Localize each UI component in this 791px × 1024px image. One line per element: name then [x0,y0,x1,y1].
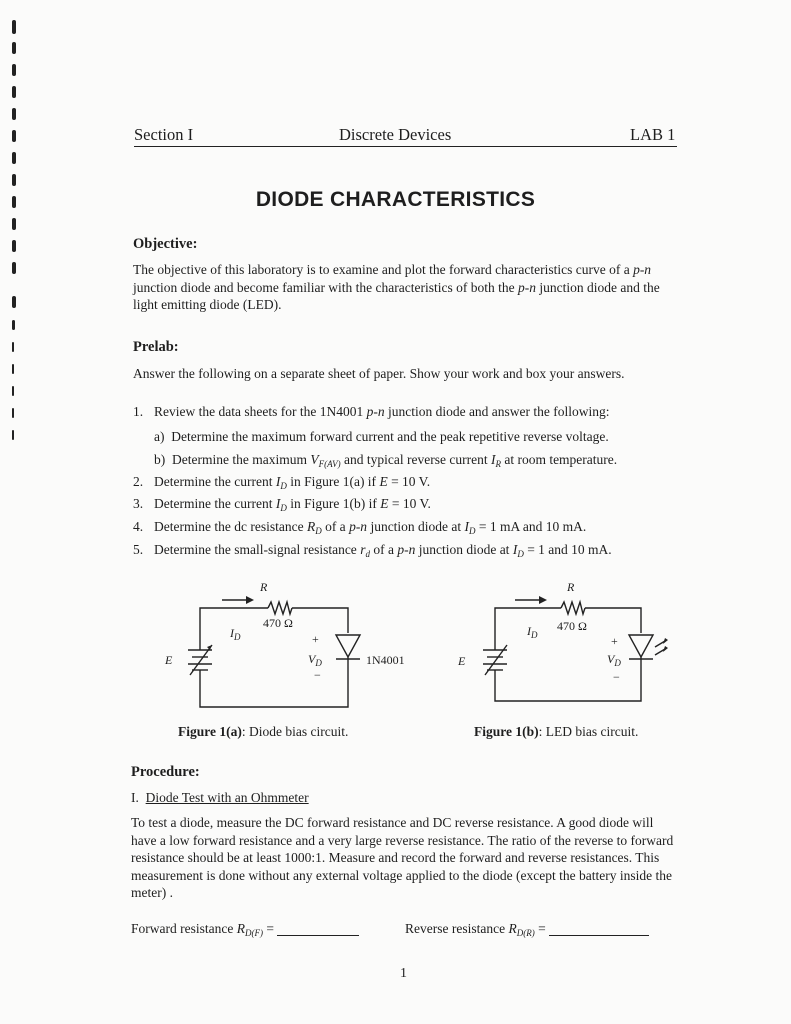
fig-b-minus: − [613,670,620,684]
fig-a-current-label: $I_D$ [230,626,241,642]
fig-b-source-label: E [458,654,466,668]
page-title: DIODE CHARACTERISTICS [255,188,536,211]
binder-mark [12,320,15,330]
fig-a-resistance-value: 470 Ω [263,616,293,630]
procedure-heading: Procedure: [131,764,200,780]
wire-top-right [292,608,348,633]
fig-b-current-label: $I_D$ [527,624,538,640]
header-section: Section I [134,125,194,144]
binder-mark [12,408,14,418]
binder-mark [12,240,16,252]
wire-bottom [200,667,348,707]
binder-mark [12,108,16,120]
led-symbol [629,635,653,657]
objective-text: The objective of this laboratory is to examine and plot the forward characteristics curve of a p-n junction diode and become familiar with the characteristics of both the p-n junction diode and the light emitting diode (LED). [133,262,660,312]
fig-b-voltage-label: $V_D$ [607,652,621,668]
current-arrowhead [246,596,254,604]
figure-1a-caption: Figure 1(a): Diode bias circuit. [178,724,349,739]
resistor-symbol [561,602,585,614]
page-number: 1 [400,966,407,981]
fig-a-voltage-label: $V_D$ [308,652,322,668]
list-item: Determine the current $I_D$ in Figure 1(a) if E = 10 V. [154,474,431,491]
sub-item: a) Determine the maximum forward current and the peak repetitive reverse voltage. [154,429,609,444]
fig-a-source-label: E [165,653,173,667]
forward-resistance-line: Forward resistance $R_{D(F)}$ = [131,921,359,938]
led-light-arrow [655,641,665,647]
fig-a-part-number: 1N4001 [366,653,405,667]
list-item: Review the data sheets for the 1N4001 p-n junction diode and answer the following: [154,404,610,419]
binder-mark [12,20,16,34]
header-subject: Discrete Devices [339,125,452,144]
list-number: 3. [133,496,144,511]
binder-mark [12,364,14,374]
fig-a-plus: + [312,632,319,646]
prelab-heading: Prelab: [133,339,179,355]
binder-mark [12,152,16,164]
header-lab: LAB 1 [630,125,676,144]
list-number: 1. [133,404,144,419]
binder-mark [12,64,16,76]
list-item: Determine the small-signal resistance $r_d$ of a p-n junction diode at $I_D = 1$ and 10 mA. [154,542,612,559]
binder-mark [12,86,16,98]
fig-b-resistor-label: R [567,580,575,594]
fig-a-minus: − [314,668,321,682]
list-number: 5. [133,542,144,557]
wire-top-right [585,608,641,633]
figure-1a-circuit [160,575,410,715]
binder-mark [12,430,14,440]
fig-b-plus: + [611,634,618,648]
list-item: Determine the dc resistance $R_D$ of a p-n junction diode at $I_D = 1$ mA and 10 mA. [154,519,587,536]
binder-mark [12,218,16,230]
list-number: 2. [133,474,144,489]
binder-mark [12,342,14,352]
binder-mark [12,262,16,274]
fig-a-resistor-label: R [260,580,268,594]
figure-1b-circuit [455,575,685,715]
objective-heading: Objective: [133,236,198,252]
procedure-section-title: I. Diode Test with an Ohmmeter [131,790,309,805]
prelab-intro: Answer the following on a separate sheet of paper. Show your work and box your answers. [133,366,625,381]
binder-mark [12,174,16,186]
binder-mark [12,42,16,54]
figure-1b-caption: Figure 1(b): LED bias circuit. [474,724,639,739]
fig-b-resistance-value: 470 Ω [557,619,587,633]
list-number: 4. [133,519,144,534]
binder-mark [12,130,16,142]
header-rule [134,146,677,147]
list-item: Determine the current $I_D$ in Figure 1(b) if E = 10 V. [154,496,431,513]
sub-item: b) Determine the maximum $V_{F(AV)}$ and typical reverse current $I_R$ at room temperature. [154,452,618,469]
reverse-resistance-blank [549,923,649,936]
reverse-resistance-line: Reverse resistance $R_{D(R)}$ = [405,921,649,938]
diode-symbol [336,635,360,657]
forward-resistance-blank [277,923,359,936]
procedure-text: To test a diode, measure the DC forward resistance and DC reverse resistance. A good diode will have a low forward resistance and a very large reverse resistance. The ratio of the reverse to forward resistance should be at least 1000:1. Measure and record the forward and reverse resistances. This measurement is done without any external voltage applied to the diode (except the battery inside the meter) . [131,815,674,900]
resistor-symbol [268,602,292,614]
binder-mark [12,296,16,308]
binder-mark [12,386,14,396]
